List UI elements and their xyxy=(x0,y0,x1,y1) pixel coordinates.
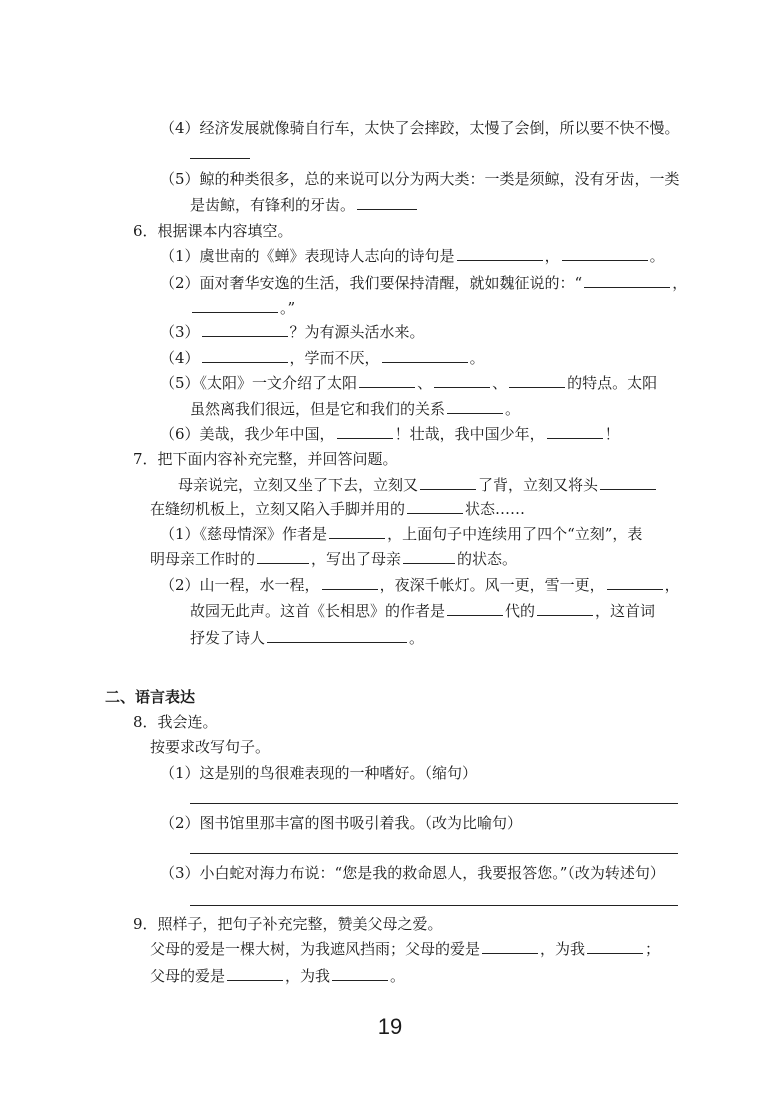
q7-item-2-blank-b[interactable] xyxy=(607,575,663,590)
q9-blank-a[interactable] xyxy=(482,939,538,954)
q7-item-2-blank-c[interactable] xyxy=(447,601,503,616)
q9-blank-d[interactable] xyxy=(332,966,388,981)
q8-item-1: （1）这是别的鸟很难表现的一种嗜好。（缩句） xyxy=(160,764,478,782)
q6-item-6: （6）美哉，我少年中国， ！壮哉，我中国少年， ！ xyxy=(160,425,620,443)
q9-title: 9．照样子，把句子补充完整，赞美父母之爱。 xyxy=(133,915,443,933)
q8-item-2: （2）图书馆里那丰富的图书吸引着我。（改为比喻句） xyxy=(160,814,523,832)
q5-item-4-answer-blank[interactable] xyxy=(190,158,250,159)
q6-item-5-blank-b[interactable] xyxy=(434,373,490,388)
q6-item-5-blank-c[interactable] xyxy=(509,373,565,388)
q5-item-4: （4）经济发展就像骑自行车，太快了会摔跤，太慢了会倒，所以要不快不慢。 xyxy=(160,119,680,137)
q7-item-2-blank-a[interactable] xyxy=(322,575,378,590)
q7-item-1-blank-b[interactable] xyxy=(257,549,309,564)
q6-item-5-blank-a[interactable] xyxy=(359,373,415,388)
q6-item-2-blank-b[interactable] xyxy=(192,298,278,313)
q9-blank-b[interactable] xyxy=(587,939,643,954)
q7-passage-line1: 母亲说完，立刻又坐了下去，立刻又 了背，立刻又将头 xyxy=(178,474,658,496)
section-2-heading: 二、语言表达 xyxy=(105,688,196,706)
q5-item-5-line2: 是齿鲸，有锋利的牙齿。 xyxy=(190,194,419,216)
q6-item-2: （2）面对奢华安逸的生活，我们要保持清醒，就如魏征说的：“ ， xyxy=(160,274,688,292)
q6-item-5-blank-d[interactable] xyxy=(447,399,503,414)
q7-item-1-blank-a[interactable] xyxy=(329,524,385,539)
q6-item-4-blank-b[interactable] xyxy=(382,348,468,363)
q5-item-5-answer-blank[interactable] xyxy=(357,195,417,210)
q6-item-5: （5）《太阳》一文介绍了太阳 、 、 的特点。太阳 xyxy=(160,374,658,392)
q7-passage-blank-b[interactable] xyxy=(600,475,656,490)
page-number: 19 xyxy=(377,1014,403,1039)
q8-item-2-answer-line[interactable] xyxy=(190,853,678,854)
q9-line2: 父母的爱是 ，为我 。 xyxy=(150,967,406,985)
q6-item-4-blank-a[interactable] xyxy=(202,348,288,363)
q6-item-1: （1）虞世南的《蝉》表现诗人志向的诗句是 ， 。 xyxy=(160,247,665,265)
q6-item-2-blank-a[interactable] xyxy=(584,273,670,288)
q8-subtitle: 按要求改写句子。 xyxy=(150,738,271,756)
q8-item-3: （3）小白蛇对海力布说：“您是我的救命恩人，我要报答您。”（改为转述句） xyxy=(160,864,665,882)
q7-item-2: （2）山一程，水一程， ，夜深千帐灯。风一更，雪一更， ， xyxy=(160,576,680,594)
q7-item-2-line2: 故园无此声。这首《长相思》的作者是 代的 ，这首词 xyxy=(190,602,656,620)
q8-item-3-answer-line[interactable] xyxy=(190,905,678,906)
q5-item-5: （5）鲸的种类很多，总的来说可以分为两大类：一类是须鲸，没有牙齿，一类 xyxy=(160,170,680,188)
q6-title: 6．根据课本内容填空。 xyxy=(133,222,293,240)
q8-item-1-answer-line[interactable] xyxy=(190,803,678,804)
q6-item-2-line2: 。” xyxy=(190,297,295,319)
q6-item-1-blank-a[interactable] xyxy=(457,246,543,261)
q7-item-2-line3: 抒发了诗人 。 xyxy=(190,629,425,647)
q6-item-5-line2: 虽然离我们很远，但是它和我们的关系 。 xyxy=(190,400,521,418)
q9-blank-c[interactable] xyxy=(227,966,283,981)
q7-item-1: （1）《慈母情深》作者是 ，上面句子中连续用了四个“立刻”，表 xyxy=(160,525,643,543)
q6-item-3-blank[interactable] xyxy=(202,322,288,337)
q7-item-1-line2: 明母亲工作时的 ，写出了母亲 的状态。 xyxy=(150,550,518,568)
q6-item-6-blank-a[interactable] xyxy=(337,424,393,439)
q7-passage-line2: 在缝纫机板上，立刻又陷入手脚并用的 状态…… xyxy=(150,500,526,518)
q7-title: 7．把下面内容补充完整，并回答问题。 xyxy=(133,450,398,468)
q6-item-6-blank-b[interactable] xyxy=(547,424,603,439)
q6-item-4: （4） ，学而不厌， 。 xyxy=(160,349,485,367)
q7-passage-blank-a[interactable] xyxy=(420,475,476,490)
q7-item-2-blank-e[interactable] xyxy=(267,628,407,643)
q8-title: 8．我会连。 xyxy=(133,713,218,731)
q6-item-3: （3） ？为有源头活水来。 xyxy=(160,323,425,341)
q6-item-1-blank-b[interactable] xyxy=(562,246,648,261)
q7-item-1-blank-c[interactable] xyxy=(403,549,455,564)
q7-passage-blank-c[interactable] xyxy=(407,499,463,514)
q9-line1: 父母的爱是一棵大树，为我遮风挡雨；父母的爱是 ，为我 ； xyxy=(150,940,661,958)
q7-item-2-blank-d[interactable] xyxy=(537,601,593,616)
